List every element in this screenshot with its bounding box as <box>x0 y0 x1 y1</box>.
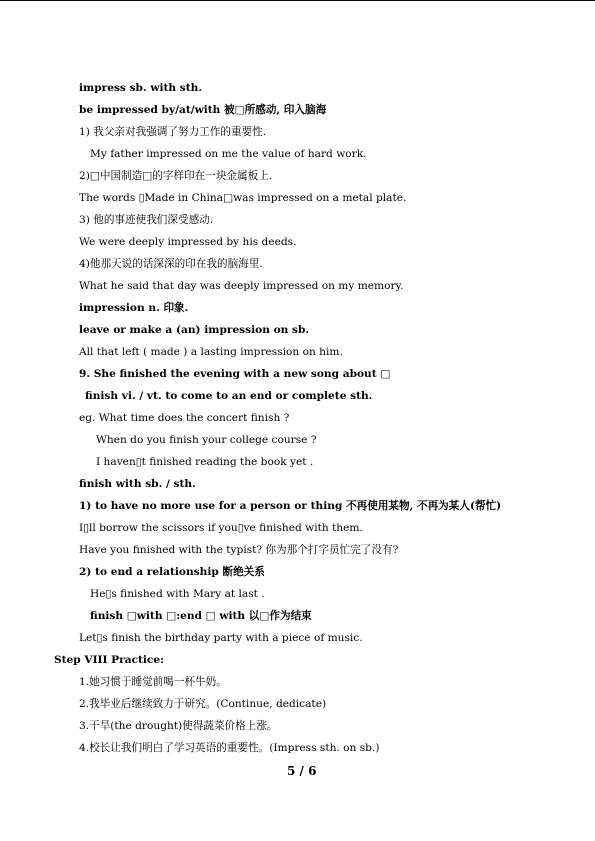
heading-finish-with: finish with sb. / sth. <box>79 478 196 490</box>
example-1-chinese: 1) 我父亲对我强调了努力工作的重要性. <box>79 126 267 138</box>
example-typist: Have you finished with the typist? 你为那个打字员忙完了没有? <box>79 544 399 556</box>
example-2-chinese: 2)□中国制造□的字样印在一块金属板上. <box>79 170 273 182</box>
example-3-english: We were deeply impressed by his deeds. <box>79 236 297 248</box>
example-4-chinese: 4)他那天说的话深深的印在我的脑海里. <box>79 258 263 270</box>
item-9-sentence: 9. She finished the evening with a new song about □ <box>79 368 391 380</box>
heading-be-impressed: be impressed by/at/with 被□所感动, 印入脑海 <box>79 104 327 116</box>
sense-1-no-more-use: 1) to have no more use for a person or thing 不再使用某物, 不再为某人(帮忙) <box>79 500 502 512</box>
practice-item-1: 1.她习惯于睡觉前喝一杯牛奶。 <box>79 676 227 688</box>
example-finished-book: I haven▯t finished reading the book yet . <box>96 456 314 468</box>
example-lasting-impression: All that left ( made ) a lasting impression on him. <box>79 346 343 358</box>
example-concert-finish: eg. What time does the concert finish ? <box>79 412 290 424</box>
practice-item-3: 3.干旱(the drought)使得蔬菜价格上涨。 <box>79 720 278 732</box>
page-number: 5 / 6 <box>287 764 317 778</box>
example-mary: He▯s finished with Mary at last . <box>90 588 265 600</box>
heading-finish-definition: finish vi. / vt. to come to an end or complete sth. <box>85 390 373 402</box>
example-4-english: What he said that day was deeply impressed on my memory. <box>79 280 404 292</box>
top-rule <box>0 0 595 1</box>
sense-2-end-relationship: 2) to end a relationship 断绝关系 <box>79 566 265 578</box>
heading-impress-with: impress sb. with sth. <box>79 82 203 94</box>
practice-item-4: 4.校长让我们明白了学习英语的重要性。(Impress sth. on sb.) <box>79 742 380 754</box>
heading-impression: impression n. 印象. <box>79 302 189 314</box>
heading-finish-with-end: finish □with □:end □ with 以□作为结束 <box>90 610 312 622</box>
example-2-english: The words ▯Made in China□was impressed on a metal plate. <box>79 192 407 204</box>
example-3-chinese: 3) 他的事迹使我们深受感动. <box>79 214 214 226</box>
example-1-english: My father impressed on me the value of hard work. <box>90 148 367 160</box>
example-college-course: When do you finish your college course ? <box>96 434 317 446</box>
example-scissors: I▯ll borrow the scissors if you▯ve finished with them. <box>79 522 363 534</box>
practice-item-2: 2.我毕业后继续致力于研究。(Continue, dedicate) <box>79 698 327 710</box>
heading-leave-impression: leave or make a (an) impression on sb. <box>79 324 310 336</box>
section-step-viii: Step VIII Practice: <box>54 654 165 666</box>
example-birthday-party: Let▯s finish the birthday party with a piece of music. <box>79 632 363 644</box>
